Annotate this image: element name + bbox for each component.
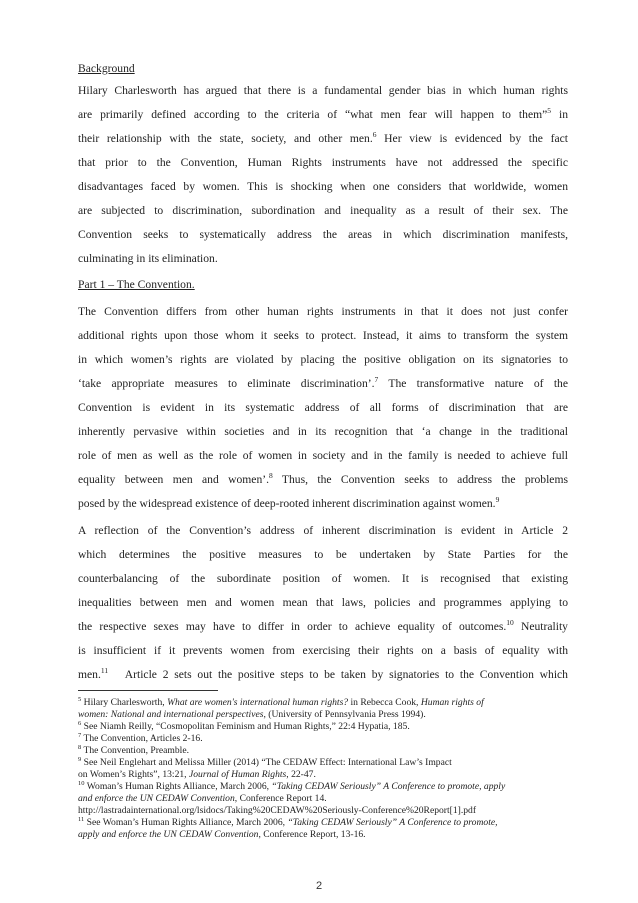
footnote-ref[interactable]: 8 [269,471,273,481]
footnote-6: $^6$ See Niamh Reilly, “Cosmopolitan Feminism and Human Rights,” 22:4 Hypatia, 185. [78,719,410,732]
paragraph-line: which determines the positive measures to be undertaken by State Parties for the [78,548,568,561]
paragraph-line: Convention seeks to systematically address the areas in which discrimination manifests, [78,228,568,241]
footnote-9: $^9$ See Neil Englehart and Melissa Miller (2014) “The CEDAW Effect: International Law’s Impact [78,755,452,768]
footnote-10: $^{10}$ Woman’s Human Rights Alliance, March 2006, “Taking CEDAW Seriously” A Conference to promote, apply [78,779,506,792]
paragraph-line: A reflection of the Convention’s address of inherent discrimination is evident in Article 2 [78,524,568,537]
paragraph-line: are primarily defined according to the criteria of “what men fear will happen to them”$^5$ in [78,106,568,121]
paragraph-line: inherently pervasive within societies and in its recognition that ‘a change in the traditional [78,425,568,438]
paragraph-line: role of men as well as the role of women in society and in the family is needed to achieve full [78,449,568,462]
page-number: 2 [315,880,323,892]
footnote-7: $^7$ The Convention, Articles 2-16. [78,731,203,744]
footnote-10-url[interactable]: http://lastradainternational.org/lsidocs/Taking%20CEDAW%20Seriously-Conference%20Report[1].pdf [78,805,477,816]
footnote-10-cont: and enforce the UN CEDAW Convention, Conference Report 14. [78,793,327,804]
paragraph-line: inequalities between men and women mean that laws, policies and programmes applying to [78,596,568,609]
paragraph-line: are subjected to discrimination, subordination and inequality as a result of their sex. The [78,204,568,217]
paragraph-line: the respective sexes may have to differ in order to achieve equality of outcomes.$^{10}$ Neutrality [78,618,568,633]
footnote-ref[interactable]: 11 [100,666,109,676]
paragraph-line: their relationship with the state, society, and other men.$^6$ Her view is evidenced by the fact [78,130,569,145]
paragraph-line: culminating in its elimination. [78,252,218,265]
paragraph-line: that prior to the Convention, Human Rights instruments have not addressed the specific [78,156,568,169]
paragraph-line: disadvantages faced by women. This is shocking when one considers that worldwide, women [78,180,568,193]
footnote-8: $^8$ The Convention, Preamble. [78,743,189,756]
paragraph-line: The Convention differs from other human rights instruments in that it does not just confer [78,305,568,318]
heading-part1: Part 1 – The Convention. [78,278,195,291]
footnote-ref[interactable]: 9 [495,495,500,505]
paragraph-line: equality between men and women’.$^8$ Thus, the Convention seeks to address the problems [78,471,568,486]
paragraph-line: ‘take appropriate measures to eliminate discrimination’.$^7$ The transformative nature of the [78,375,568,390]
footnote-5-cont: women: National and international perspectives, (University of Pennsylvania Press 1994). [78,709,426,720]
paragraph-line: counterbalancing of the subordinate position of women. It is recognised that existing [78,572,568,585]
footnote-11: $^{11}$ See Woman’s Human Rights Alliance, March 2006, “Taking CEDAW Seriously” A Conference to promote, [78,815,498,828]
heading-background: Background [78,62,135,75]
paragraph-line: in which women’s rights are violated by placing the positive obligation on its signatories to [78,353,568,366]
footnote-ref[interactable]: 6 [372,130,377,140]
paragraph-line: Convention is evident in its systematic address of all forms of discrimination that are [78,401,568,414]
footnote-ref[interactable]: 10 [506,618,514,628]
paragraph-line: Hilary Charlesworth has argued that there is a fundamental gender bias in which human rights [78,84,568,97]
paragraph-line: men.$^{11}$ Article 2 sets out the positive steps to be taken by signatories to the Convention which [78,666,568,681]
footnote-11-cont: apply and enforce the UN CEDAW Convention, Conference Report, 13-16. [78,829,366,840]
paragraph-line: is insufficient if it prevents women from exercising their rights on a basis of equality with [78,644,568,657]
footnote-9-cont: on Women’s Rights”, 13:21, Journal of Human Rights, 22-47. [78,769,316,780]
footnote-ref[interactable]: 7 [374,375,379,385]
paragraph-line: posed by the widespread existence of deep-rooted inherent discrimination against women.$^9$ [78,495,500,510]
footnote-separator [78,690,218,691]
paragraph-line: additional rights upon those whom it seeks to protect. Instead, it aims to transform the system [78,329,568,342]
footnote-ref[interactable]: 5 [547,106,552,116]
footnote-5: $^5$ Hilary Charlesworth, What are women's international human rights? in Rebecca Cook, Human rights of [78,695,484,708]
